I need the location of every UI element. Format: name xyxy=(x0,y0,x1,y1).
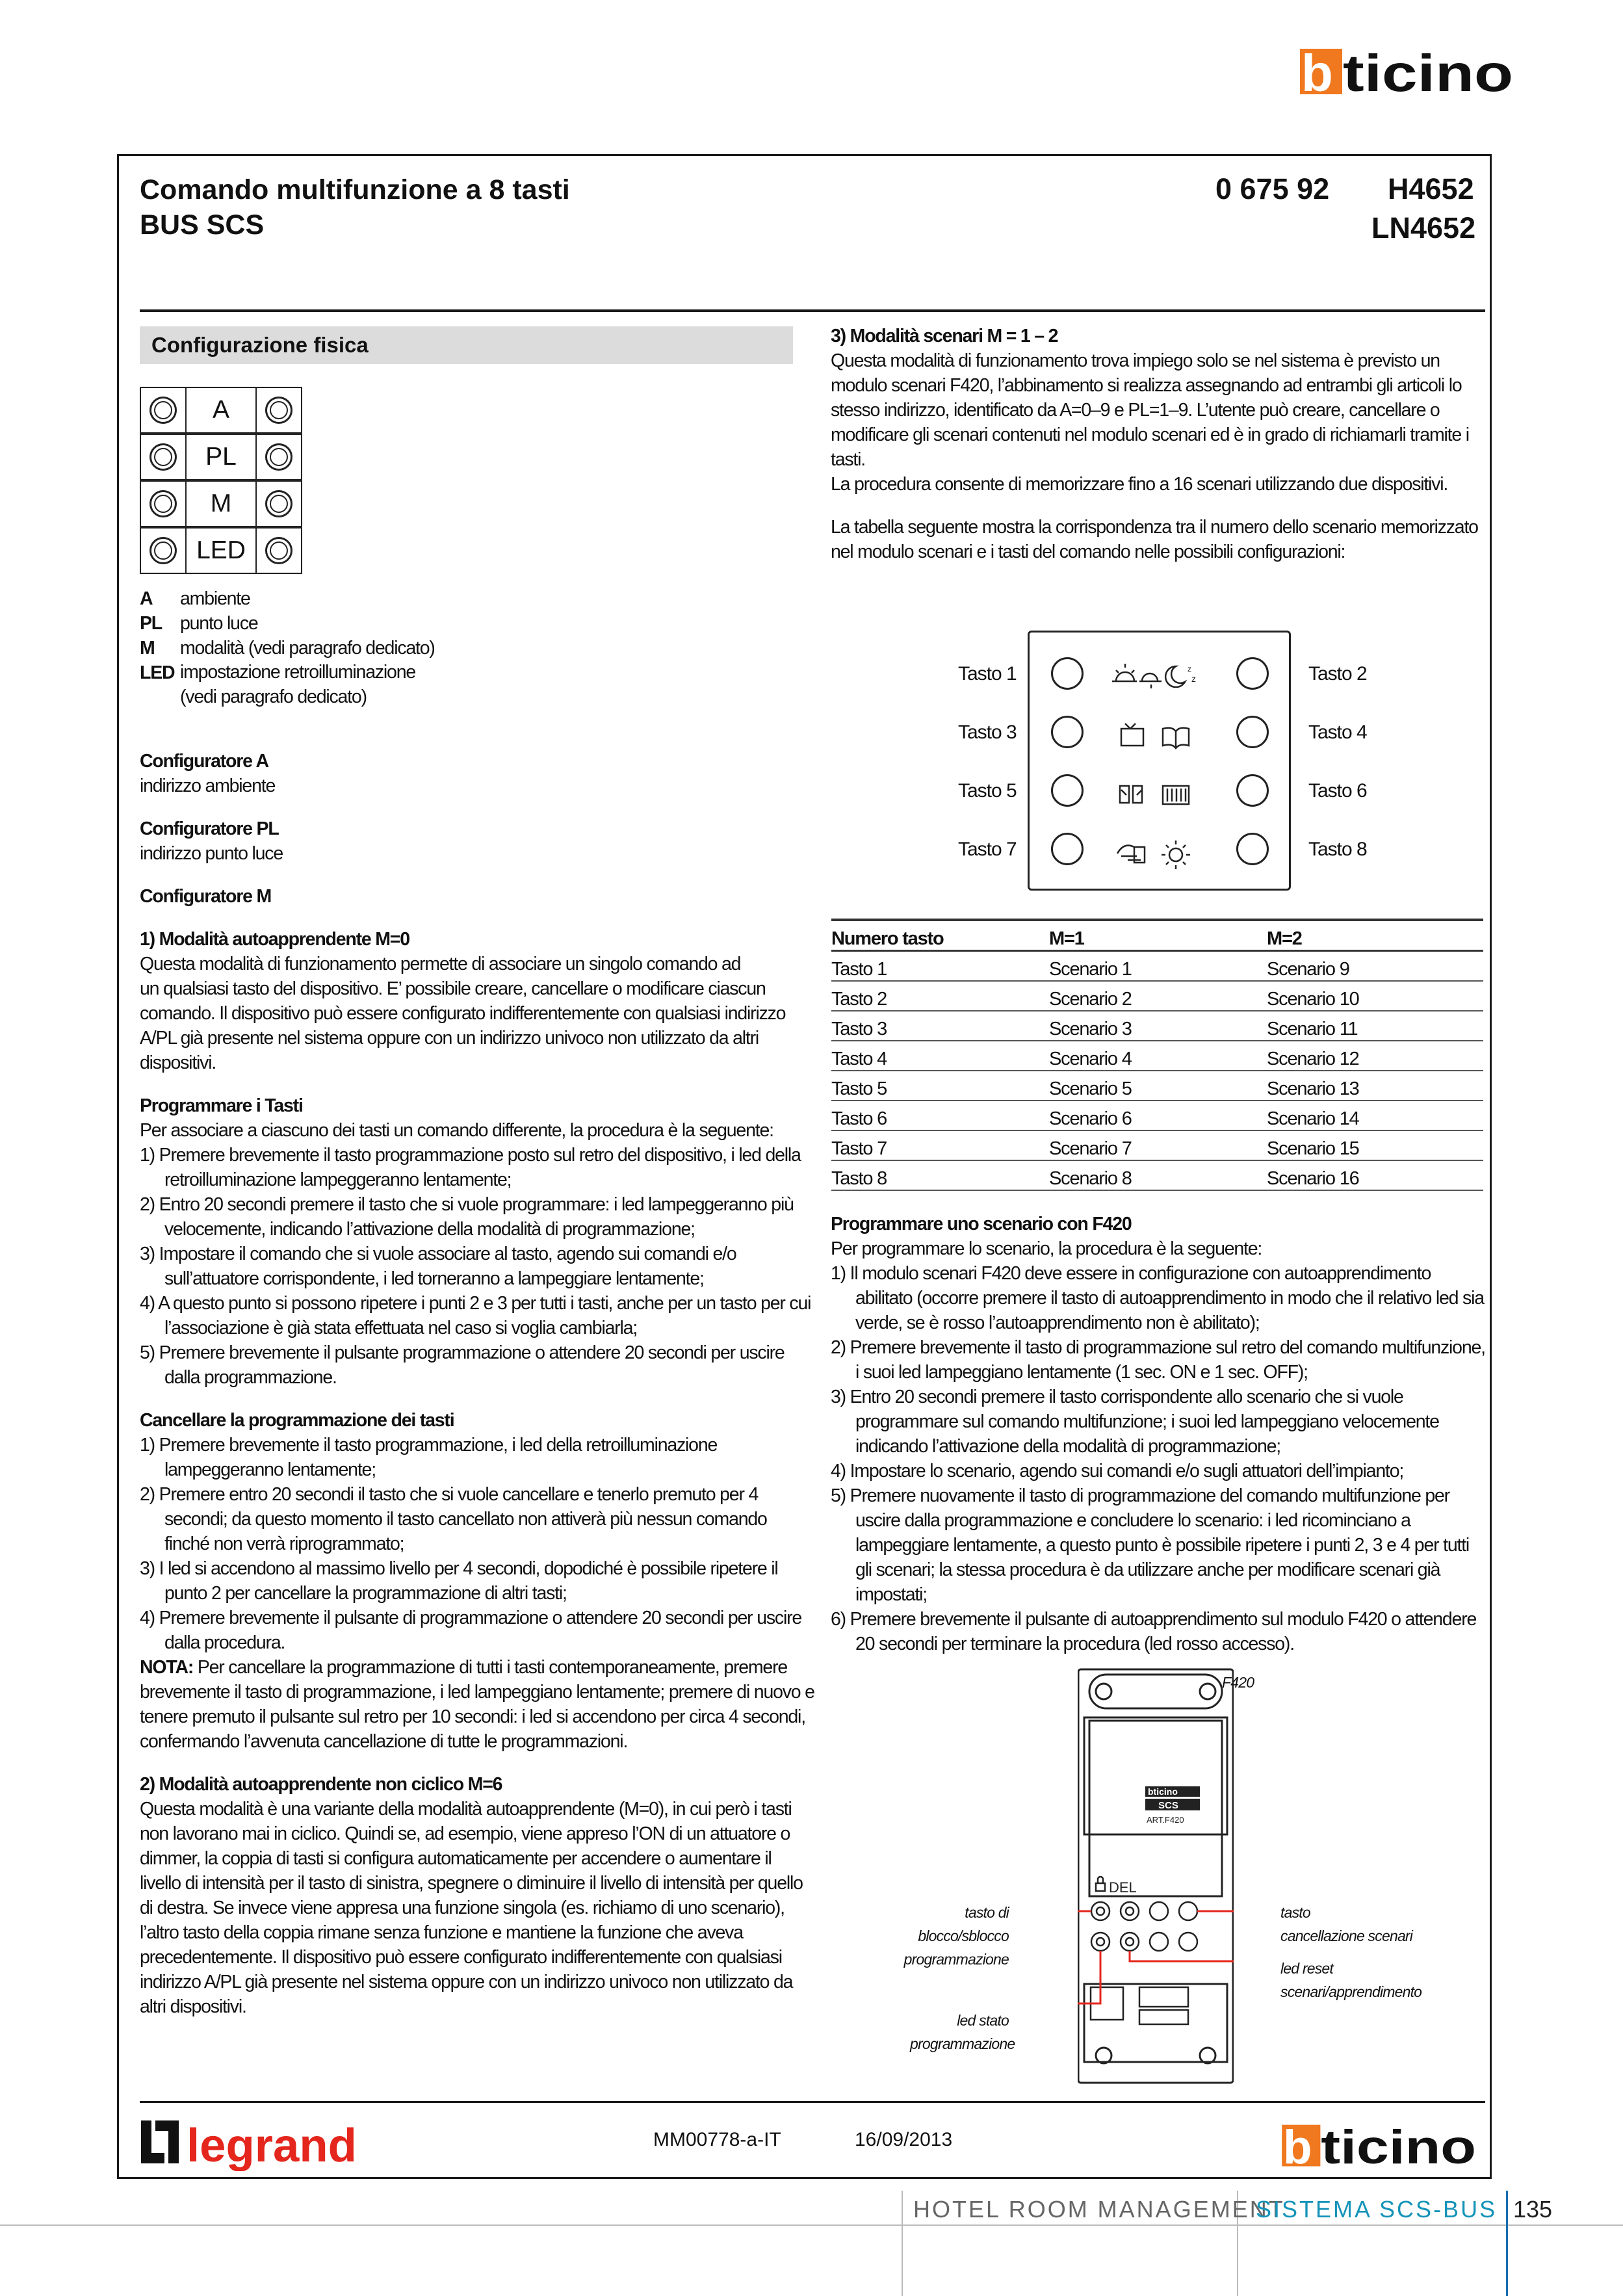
sunset-icon xyxy=(1139,673,1162,688)
configurator-socket-icon xyxy=(265,443,292,471)
table-row: Tasto 4 Scenario 4 Scenario 12 xyxy=(831,1041,1483,1071)
configurator-socket-icon xyxy=(149,397,177,424)
book-icon xyxy=(1163,728,1189,748)
configurator-socket-icon xyxy=(265,490,292,517)
footer-system-label: SISTEMA SCS-BUS xyxy=(1256,2196,1498,2223)
callout-reset: led reset scenari/apprendimento xyxy=(1280,1960,1422,2000)
device-label: F420 xyxy=(1222,1674,1254,1691)
svg-text:SCS: SCS xyxy=(1158,1800,1178,1811)
right-column-top: 3) Modalità scenari M = 1 – 2 Questa modalità di funzionamento trova impiego solo se nel sistema è previsto un modulo scenari F420, l’abbinamento si realizza assegnando ad entrambi gli articoli lo stesso indirizzo, identificato da A=0–9 e PL=1–9. L’utente può creare, cancellare o modificare gli scenari contenuti nel modulo scenari ed è in grado di richiamarli tramite i tasti. La procedura consente di memorizzare fino a 16 scenari utilizzando due dispositivi. La tabella seguente mostra la corrispondenza tra il numero dello scenario memorizzato nel modulo scenari e i tasti del comando nelle possibili configurazioni: xyxy=(831,326,1478,562)
door-icon xyxy=(1120,786,1142,803)
tasto-2-label: Tasto 2 xyxy=(1308,663,1367,685)
svg-text:bticino: bticino xyxy=(1148,1786,1178,1797)
key-4-button xyxy=(1236,716,1269,748)
title-rule xyxy=(140,309,1485,312)
key-6-button xyxy=(1236,774,1269,807)
callout-lock: tasto di blocco/sblocco programmazione xyxy=(903,1904,1009,1968)
section-header: Configurazione fisica xyxy=(140,326,793,364)
f420-device-diagram xyxy=(1078,1665,1234,2085)
callout-led-status: led stato programmazione xyxy=(910,2012,1015,2052)
table-row: Tasto 8 Scenario 8 Scenario 16 xyxy=(831,1160,1483,1190)
key-2-button xyxy=(1236,657,1269,690)
configurator-socket-icon xyxy=(149,443,177,471)
table-row: Tasto 7 Scenario 7 Scenario 15 xyxy=(831,1130,1483,1160)
key-5-button xyxy=(1051,774,1084,807)
svg-text:legrand: legrand xyxy=(187,2120,357,2171)
moon-icon xyxy=(1165,664,1196,687)
svg-text:z: z xyxy=(1188,664,1191,673)
configurator-socket-icon xyxy=(149,537,177,564)
item-code: 0 675 92 xyxy=(1215,172,1330,205)
key-3-button xyxy=(1051,716,1084,748)
document-code: MM00778-a-IT xyxy=(653,2129,781,2150)
scenario-symbols xyxy=(1111,652,1215,873)
tasto-5-label: Tasto 5 xyxy=(958,780,1017,802)
footer-section-label: HOTEL ROOM MANAGEMENT xyxy=(913,2196,1285,2223)
lock-icon xyxy=(1096,1883,1105,1891)
footer-band-line xyxy=(0,2224,1623,2226)
footer-rule xyxy=(140,2101,1485,2103)
footer-divider xyxy=(902,2191,903,2296)
key-1-button xyxy=(1051,657,1084,690)
blind-icon xyxy=(1163,786,1189,804)
left-column: Configuratore A indirizzo ambiente Configuratore PL indirizzo punto luce Configuratore M 1) Modalità autoapprendente M=0 Questa modalità di funzionamento permette di associare un singolo comando ad un qualsiasi tasto del dispositivo. E’ possibile creare, cancellare o modificare ciascun comando. Il dispositivo può essere configurato indifferentemente con qualsiasi indirizzo A/PL già presente nel sistema oppure con un indirizzo univoco non utilizzato da altri dispositivi. Programmare i Tasti Per associare a ciascuno dei tasti un comando differente, la procedura è la seguente: 1) Premere brevemente il tasto programmazione posto sul retro del dispositivo, i led della retroilluminazione lampeggeranno lentamente; 2) Entro 20 secondi premere il tasto che si vuole programmare: i led lampeggeranno più velocemente, indicando l’attivazione della modalità di programmazione; 3) Impostare il comando che si vuole associare al tasto, agendo sui comandi e/o sull’attuatore corrispondente, i led torneranno a lampeggiare lentamente; 4) A questo punto si possono ripetere i punti 2 e 3 per tutti i tasti, anche per un tasto per cui l’associazione è già stata effettuata nel caso si voglia cambiarla; 5) Premere brevemente il pulsante programmazione o attendere 20 secondi per uscire dalla programmazione. Cancellare la programmazione dei tasti 1) Premere brevemente il tasto programmazione, i led della retroilluminazione lampeggeranno lentamente; 2) Premere entro 20 secondi il tasto che si vuole cancellare e tenerlo premuto per 4 secondi; da questo momento il tasto cancellato non attiverà più nessun comando finché non verrà riprogrammato; 3) I led si accendono al massimo livello per 4 secondi, dopodiché è possibile ripetere il punto 2 per cancellare la programmazione di altri tasti; 4) Premere brevemente il pulsante di programmazione o attendere 20 secondi per uscire dalla procedura. NOTA: Per cancellare la programmazione di tutti i tasti contemporaneamente, premere brevemente il tasto di programmazione, i led lampeggiano lentamente; premere di nuovo e tenere premuto il pulsante sul retro per 10 secondi: i led si accendono per circa 4 secondi, confermando l’avvenuta cancellazione di tutte le programmazioni. 2) Modalità autoapprendente non ciclico M=6 Questa modalità è una variante della modalità autoapprendente (M=0), in cui però i tasti non lavorano mai in ciclico. Quindi se, ad esempio, viene appreso l’ON di un attuatore o dimmer, la coppia di tasti si configura automaticamente per accendere o aumentare il livello di intensità per il tasto di sinistra, spegnere o diminuire il livello di intensità per quello di destra. Se invece viene appresa una funzione singola (es. richiamo di uno scenario), l’altro tasto della coppia rimane senza funzione e mantiene la funzione che aveva precedentemente. Il dispositivo può essere configurato indifferentemente con qualsiasi indirizzo A/PL già presente nel sistema oppure con un indirizzo univoco non utilizzato da altri dispositivi. xyxy=(140,751,814,2017)
table-row: Tasto 2 Scenario 2 Scenario 10 xyxy=(831,981,1483,1011)
table-row: Tasto 3 Scenario 3 Scenario 11 xyxy=(831,1011,1483,1041)
sun-icon xyxy=(1162,841,1190,869)
footer-divider xyxy=(1506,2191,1508,2296)
table-row: Tasto 1 Scenario 1 Scenario 9 xyxy=(831,951,1483,982)
svg-text:b: b xyxy=(1282,2120,1312,2169)
configurator-socket-icon xyxy=(265,397,292,424)
svg-text:ticino: ticino xyxy=(1321,2120,1477,2169)
svg-text:DEL: DEL xyxy=(1109,1879,1137,1896)
key-legend: A ambiente PL punto luce M modalità (vedi paragrafo dedicato) LED impostazione retroilluminazione (vedi paragrafo dedicato) xyxy=(140,588,435,707)
table-header: Numero tasto M=1 M=2 xyxy=(831,920,1483,951)
svg-text:z: z xyxy=(1191,673,1196,684)
tasto-8-label: Tasto 8 xyxy=(1308,839,1367,860)
tv-icon xyxy=(1121,724,1143,746)
tasto-4-label: Tasto 4 xyxy=(1308,722,1367,743)
key-7-button xyxy=(1051,833,1084,865)
configurator-socket-icon xyxy=(265,537,292,564)
configurator-socket-icon xyxy=(149,490,177,517)
code-ln: LN4652 xyxy=(1371,211,1476,244)
scenario-table xyxy=(831,919,1483,1191)
shower-icon xyxy=(1117,846,1145,863)
code-h: H4652 xyxy=(1388,172,1474,205)
bticino-logo xyxy=(1300,39,1514,98)
configurator-key: A PL M LED xyxy=(140,387,302,574)
tasto-6-label: Tasto 6 xyxy=(1308,780,1367,802)
tasto-3-label: Tasto 3 xyxy=(958,722,1017,743)
table-row: Tasto 5 Scenario 5 Scenario 13 xyxy=(831,1071,1483,1101)
tasto-1-label: Tasto 1 xyxy=(958,663,1017,685)
key-8-button xyxy=(1236,833,1269,865)
legrand-logo xyxy=(140,2113,361,2171)
table-row: Tasto 6 Scenario 6 Scenario 14 xyxy=(831,1101,1483,1130)
f420-procedure: Programmare uno scenario con F420 Per programmare lo scenario, la procedura è la seguente: 1) Il modulo scenari F420 deve essere in configurazione con autoapprendimento abilitato (occorre premere il tasto di autoapprendimento in modo che il relativo led sia verde, se è rosso l’autoapprendimento non è abilitato); 2) Premere brevemente il tasto di programmazione sul retro del comando multifunzione, i suoi led lampeggiano lentamente (1 sec. ON e 1 sec. OFF); 3) Entro 20 secondi premere il tasto corrispondente allo scenario che si vuole programmare sul comando multifunzione; i suoi led lampeggiano velocemente indicando l’attivazione della modalità di programmazione; 4) Impostare lo scenario, agendo sui comandi e/o sugli attuatori dell’impianto; 5) Premere nuovamente il tasto di programmazione del comando multifunzione per uscire dalla programmazione e concludere lo scenario: i led ricominciano a lampeggiare lentamente, a questo punto è possibile ripetere i punti 2, 3 e 4 per tutti gli scenari; la stessa procedura è da utilizzare anche per modificare scenari già impostati; 6) Premere brevemente il pulsante di autoapprendimento sul modulo F420 o attendere 20 secondi per terminare la procedura (led rosso accesso). xyxy=(831,1214,1485,1654)
sunrise-icon xyxy=(1112,664,1137,681)
callout-delete: tasto cancellazione scenari xyxy=(1280,1904,1413,1944)
page-title: Comando multifunzione a 8 tasti BUS SCS xyxy=(140,174,570,241)
tasto-7-label: Tasto 7 xyxy=(958,839,1017,860)
svg-text:ART.F420: ART.F420 xyxy=(1147,1815,1184,1825)
document-date: 16/09/2013 xyxy=(855,2129,953,2150)
keypad-diagram xyxy=(1028,631,1291,891)
svg-text:b: b xyxy=(1301,44,1333,98)
svg-text:ticino: ticino xyxy=(1343,44,1513,98)
page-number: 135 xyxy=(1513,2196,1553,2223)
bticino-logo-footer xyxy=(1274,2116,1485,2169)
